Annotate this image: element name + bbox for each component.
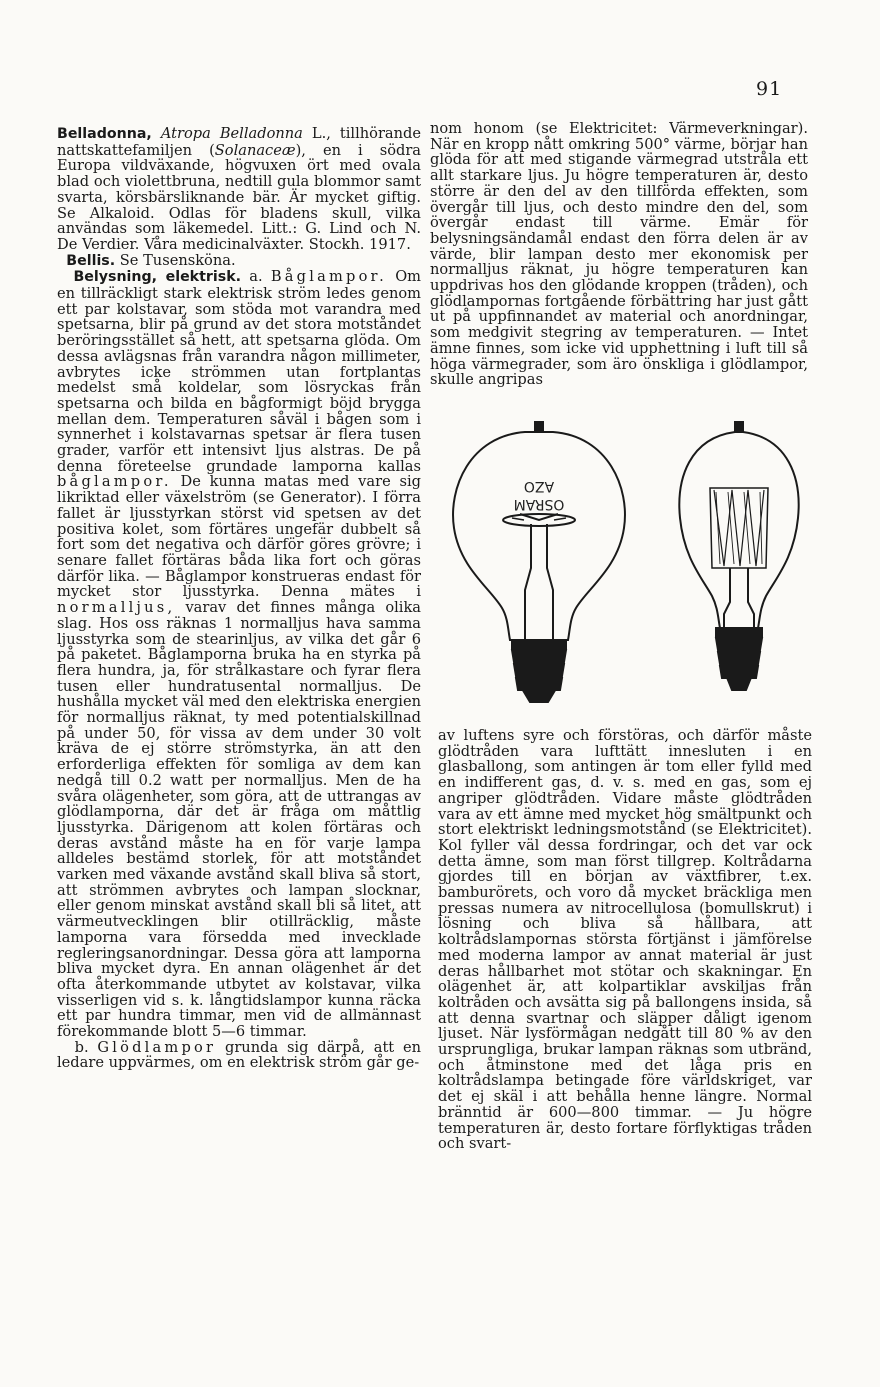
spaced-term: båglampor. (57, 473, 172, 491)
entry-bellis (57, 253, 421, 270)
round-bulb (453, 422, 625, 702)
entry-belladonna (57, 126, 421, 253)
headword-belladonna: Belladonna, (57, 126, 152, 142)
entry-text: varav det finnes många olika slag. Hos oss räknas 1 normalljus hava samma ljusstyrka som de stearinljus, av vilka det går 6 på paketet. Båglamporna bruka ha en styrka på flera hundra, ja, för strålkastare och fyrar flera tusen eller hundratusental normalljus. De hushålla mycket väl med den elektriska energien för normalljus räknat, ty med potentialskillnad på under 50, för vissa av dem under 30 volt kräva de ej större strömstyrka, än att den erforderliga effekten för somliga av dem kan nedgå till 0.2 watt per normalljus. Men de ha svåra olägenheter, som göra, att de uttrangas av glödlamporna, där det är fråga om måttlig ljusstyrka. Därigenom att kolen förtäras och deras avstånd måste ha en för varje lampa alldeles bestämd storlek, för att motståndet varken med växande avstånd skall bliva så stort, att strömmen avbrytes och lampan slocknar, eller genom minskat avstånd skall bli så litet, att värmeutvecklingen blir otillräcklig, måste lamporna vara försedda med invecklade regleringsanordningar. Dessa göra att lamporna bliva mycket dyra. En annan olägenhet är det ofta återkommande utbytet av kolstavar, vilka visserligen vid s. k. långtidslampor kunna räcka ett par hundra timmar, men vid de allmännast förekommande blott 5—6 timmar. (57, 599, 421, 1041)
family-name: Solanaceæ (214, 141, 296, 159)
entry-text: L., tillhörande nattskattefamiljen ( (57, 125, 421, 159)
bulb-label-azo: AZO (523, 478, 555, 494)
entry-text: grunda sig därpå, att en ledare uppvärmes, om en elektrisk ström går ge- (57, 1038, 422, 1072)
spaced-term: Båglampor. (270, 268, 387, 286)
entry-belysning (57, 269, 421, 1039)
latin-name: Atropa Belladonna (160, 125, 303, 142)
paragraph: nom honom (se Elektricitet: Värmeverkningar). När en kropp nått omkring 500° värme, börjar han glöda för att med stigande värmegrad utstråla ett allt starkare ljus. Ju högre temperaturen är, desto större är den del av den tillförda effekten, som övergår till ljus, och desto mindre den del, som övergår endast till värme. Emär för belysningsändamål endast den förra delen är av värde, blir lampan desto mer ekonomisk per normalljus räknat, ju högre temperaturen kan uppdrivas hos den glödande kroppen (tråden), och glödlampornas fortgående förbättring har just gått ut på uppfinnandet av material och anordningar, som medgivit stegring av temperaturen. — Intet ämne finnes, som icke vid upphettning i luft till så höga värmegrader, som äro önskliga i glödlampor, skulle angripas (430, 120, 808, 389)
entry-text: ), en i södra Europa vildväxande, högvuxen ört med ovala blad och violettbruna, nedtill gula blommor samt svarta, körsbärsliknande bär. Är mycket giftig. Se Alkaloid. Odlas för bladens skull, vilka användas som läkemedel. Litt.: G. Lind och N. De Verdier. Våra medicinalväxter. Stockh. 1917. (57, 141, 421, 253)
entry-belysning-b (57, 1040, 421, 1071)
entry-text: De kunna matas med vare sig likriktad eller växelström (se Generator). I förra fallet är ljusstyrkan störst vid spetsen av det positiva kolet, som förtäres ungefär dubbelt så fort som det negativa och därför göres grövre; i senare fallet förtäras båda lika fort och göras därför lika. — Båglampor konstrueras endast för mycket stor ljusstyrka. Denna mätes i (57, 473, 422, 601)
headword-belysning: Belysning, elektrisk. (73, 269, 242, 286)
bulbs-svg (440, 418, 810, 714)
headword-bellis: Bellis. (66, 252, 116, 269)
spaced-term: normalljus, (57, 599, 176, 617)
pear-bulb (679, 422, 798, 690)
spaced-term: Glödlampor (97, 1038, 217, 1056)
right-column-top (430, 121, 808, 388)
entry-text: Se Tusensköna. (119, 251, 236, 269)
light-bulb-illustration (440, 418, 810, 714)
right-column-bottom (438, 728, 812, 1152)
bulb-label-osram: OSRAM (513, 496, 565, 512)
section-marker: a. (249, 268, 263, 286)
page-number: 91 (756, 78, 783, 100)
entry-text: Om en tillräckligt stark elektrisk ström ledes genom ett par kolstavar, som stöda mot varandra med spetsarna, blir på grund av det stora motståndet beröringsstället så hett, att spetsarna glöda. Om dessa avlägsnas från varandra någon millimeter, avbrytes icke strömmen utan fortplantas medelst små koldelar, som lösryckas från spetsarna och bilda en bågformigt böjd brygga mellan dem. Temperaturen såväl i bågen som i synnerhet i kolstavarnas spetsar är flera tusen grader, varför ett intensivt ljus alstras. De på denna företeelse grundade lamporna kallas (57, 268, 422, 475)
section-marker: b. (74, 1038, 89, 1056)
paragraph: av luftens syre och förstöras, och därför måste glödtråden vara lufttätt innesluten i en glasballong, som antingen är tom eller fylld med en indifferent gas, d. v. s. med en gas, som ej angriper glödtråden. Vidare måste glödtråden vara av ett ämne med mycket hög smältpunkt och stort elektriskt ledningsmotstånd (se Elektricitet). Kol fyller väl dessa fordringar, och det var ock detta ämne, som man först tillgrep. Koltrådarna gjordes till en början av växtfibrer, t.ex. bamburörets, och voro då mycket bräckliga men pressas numera av nitrocellulosa (bomullskrut) i lösning och bliva så hållbara, att koltrådslampornas största förtjänst i jämförelse med moderna lampor av annat material är just deras hållbarhet mot stötar och skakningar. En olägenhet är, att kolpartiklar avskiljas från koltråden och avsätta sig på ballongens insida, så att denna svartnar och släpper dåligt igenom ljuset. När lysförmågan nedgått till 80 % av den ursprungliga, brukar lampan räknas som utbränd, och åtminstone med det låga pris en koltrådslampa betingade före världskriget, var det ej skäl i att behålla henne längre. Normal bränntid är 600—800 timmar. — Ju högre temperaturen är, desto fortare förflyktigas tråden och svart- (438, 727, 812, 1153)
left-column (57, 126, 421, 1071)
